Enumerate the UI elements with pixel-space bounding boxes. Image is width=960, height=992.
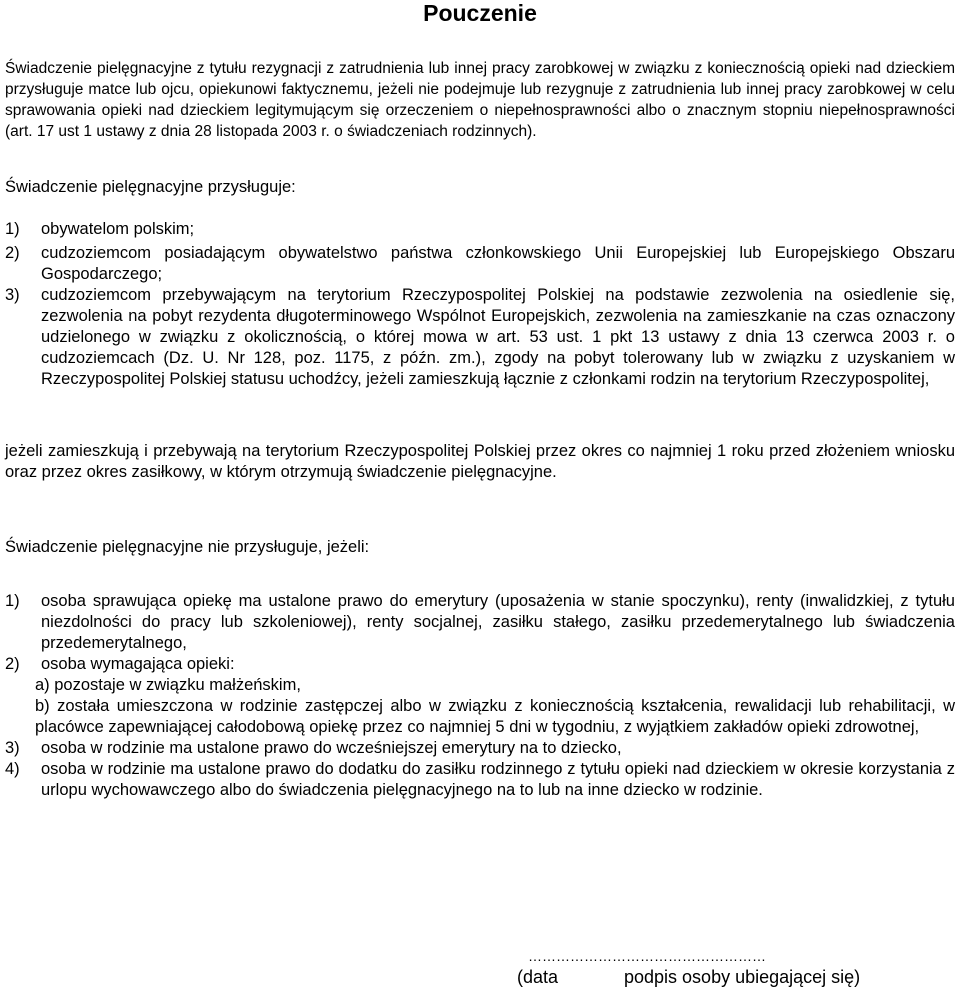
list-item-number: 4) xyxy=(5,760,20,778)
signature-sign-label: podpis osoby ubiegającej się) xyxy=(624,967,861,987)
list-item xyxy=(5,219,955,240)
list-item-text: cudzoziemcom posiadającym obywatelstwo państwa członkowskiego Unii Europejskiej lub Europejskiego Obszaru Gospodarczego; xyxy=(41,244,955,283)
list-item-text: osoba wymagająca opieki: xyxy=(41,655,235,673)
not-entitled-heading: Świadczenie pielęgnacyjne nie przysługuje, jeżeli: xyxy=(5,538,370,556)
list-item xyxy=(5,285,955,390)
list-item xyxy=(5,654,955,675)
list-item-text: cudzoziemcom przebywającym na terytorium Rzeczypospolitej Polskiej na podstawie zezwolenia na osiedlenie się, zezwolenia na pobyt rezydenta długoterminowego Wspólnot Europejskich, zezwolenia na zamieszkanie na czas oznaczony udzielonego w związku z okolicznością, o której mowa w art. 53 ust. 1 pkt 13 ustawy z dnia 13 czerwca 2003 r. o cudzoziemcach (Dz. U. Nr 128, poz. 1175, z późn. zm.), zgody na pobyt tolerowany lub w związku z uzyskaniem w Rzeczypospolitej Polskiej statusu uchodźcy, jeżeli zamieszkują łącznie z członkami rodzin na terytorium Rzeczypospolitej, xyxy=(41,286,955,388)
list-item-number: 2) xyxy=(5,244,20,262)
list-item-number: 3) xyxy=(5,286,20,304)
list-item-text: osoba sprawująca opiekę ma ustalone prawo do emerytury (uposażenia w stanie spoczynku), renty (inwalidzkiej, z tytułu niezdolności do pracy lub szkoleniowej), renty socjalnej, zasiłku stałego, zasiłku przedemerytalnego lub świadczenia przedemerytalnego, xyxy=(41,592,955,652)
list-item xyxy=(5,738,955,759)
residence-condition: jeżeli zamieszkują i przebywają na terytorium Rzeczypospolitej Polskiej przez okres co najmniej 1 roku przed złożeniem wniosku oraz przez okres zasiłkowy, w którym otrzymują świadczenie pielęgnacyjne. xyxy=(5,442,955,481)
sub-item-a: a) pozostaje w związku małżeńskim, xyxy=(35,676,301,694)
list-item-number: 2) xyxy=(5,655,20,673)
intro-paragraph: Świadczenie pielęgnacyjne z tytułu rezygnacji z zatrudnienia lub innej pracy zarobkowej w związku z koniecznością opieki nad dzieckiem przysługuje matce lub ojcu, opiekunowi faktycznemu, jeżeli nie podejmuje lub rezygnuje z zatrudnienia lub innej pracy zarobkowej w celu sprawowania opieki nad dzieckiem legitymującym się orzeczeniem o niepełnosprawności albo o znacznym stopniu niepełnosprawności (art. 17 ust 1 ustawy z dnia 28 listopada 2003 r. o świadczeniach rodzinnych). xyxy=(5,60,955,140)
list-item-text: obywatelom polskim; xyxy=(41,220,195,238)
list-item-text: osoba w rodzinie ma ustalone prawo do wcześniejszej emerytury na to dziecko, xyxy=(41,739,622,757)
list-item-text: osoba w rodzinie ma ustalone prawo do dodatku do zasiłku rodzinnego z tytułu opieki nad dzieckiem w okresie korzystania z urlopu wychowawczego albo do świadczenia pielęgnacyjnego na to lub na inne dziecko w rodzinie. xyxy=(41,760,955,799)
sub-item-b: b) została umieszczona w rodzinie zastępczej albo w związku z koniecznością kształcenia, rewalidacji lub rehabilitacji, w placówce zapewniającej całodobową opiekę przez co najmniej 5 dni w tygodniu, z wyjątkiem zakładów opieki zdrowotnej, xyxy=(35,697,955,736)
signature-date-label: (data xyxy=(517,967,559,987)
list-item xyxy=(5,591,955,654)
list-item xyxy=(5,243,955,285)
list-item xyxy=(5,759,955,801)
entitled-heading: Świadczenie pielęgnacyjne przysługuje: xyxy=(5,178,296,196)
entitled-list xyxy=(5,219,955,390)
list-item-number: 1) xyxy=(5,592,20,610)
not-entitled-list xyxy=(5,591,955,801)
list-item-number: 3) xyxy=(5,739,20,757)
document-title: Pouczenie xyxy=(423,0,537,26)
list-item-number: 1) xyxy=(5,220,20,238)
signature-dots: …………………………………………… xyxy=(528,948,766,964)
